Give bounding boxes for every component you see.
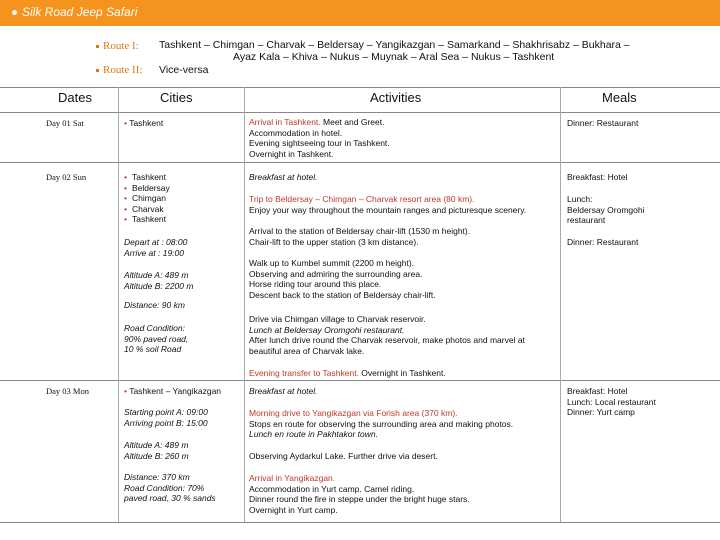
list-item: • Chimgan [124, 193, 170, 204]
day-2-evening: Evening transfer to Tashkent. Overnight in Tashkent. [249, 368, 446, 378]
bullet-icon [12, 10, 17, 15]
bullet-icon [96, 45, 99, 48]
col-header-activities: Activities [370, 90, 422, 105]
col-header-meals: Meals [602, 90, 637, 105]
day-1-city: • Tashkent [124, 118, 164, 128]
day-2-meal-breakfast: Breakfast: Hotel [567, 172, 628, 182]
day-2-times: Depart at : 08:00 Arrive at : 19:00 [124, 237, 188, 258]
title-bar [0, 0, 720, 26]
page-title: Silk Road Jeep Safari [22, 5, 138, 19]
table-bottom-border [0, 522, 720, 523]
route-2-text: Vice-versa [159, 64, 209, 76]
column-divider [560, 87, 561, 522]
table-top-border [0, 87, 720, 88]
day-2-date: Day 02 Sun [46, 172, 87, 182]
day-2-trip: Trip to Beldersay – Chimgan – Charvak resort area (80 km). Enjoy your way throughout the mountain ranges and picturesque scenery. [249, 194, 527, 215]
col-header-dates: Dates [58, 90, 92, 105]
day-3-altitudes: Altitude A: 489 m Altitude B: 260 m [124, 440, 189, 461]
day-2-meal-dinner: Dinner: Restaurant [567, 237, 639, 247]
day-2-meal-lunch: Lunch: Beldersay Oromgohi restaurant [567, 194, 645, 225]
day-2-drive: Drive via Chimgan village to Charvak reservoir. Lunch at Beldersay Oromgohi restaurant. After lunch drive round the Charvak reservoir, make photos and marvel at beautiful area of Charvak lake. [249, 314, 525, 356]
day-3-road: Distance: 370 km Road Condition: 70% paved road, 30 % sands [124, 472, 216, 503]
header-divider [0, 112, 720, 113]
day-3-breakfast: Breakfast at hotel. [249, 386, 318, 396]
bullet-icon [96, 69, 99, 72]
day-3-morning: Morning drive to Yangikazgan via Forish area (370 km). Stops en route for observing the surrounding area and making photos. Lunch en route in Pakhtakor town. [249, 408, 514, 439]
day-2-chairlift: Arrival to the station of Beldersay chair-lift (1530 m height). Chair-lift to the upper station (3 km distance). [249, 226, 471, 247]
day-3-meals: Breakfast: Hotel Lunch: Local restaurant Dinner: Yurt camp [567, 386, 656, 417]
day-1-meals: Dinner: Restaurant [567, 118, 639, 128]
day-2-distance: Distance: 90 km [124, 300, 185, 310]
day-3-date: Day 03 Mon [46, 386, 89, 396]
col-header-cities: Cities [160, 90, 193, 105]
day-2-altitudes: Altitude A: 489 m Altitude B: 2200 m [124, 270, 194, 291]
day-3-observe: Observing Aydarkul Lake. Further drive via desert. [249, 451, 438, 461]
list-item: • Charvak [124, 204, 170, 215]
day-1-activities: Arrival in Tashkent. Meet and Greet. Accommodation in hotel. Evening sightseeing tour in Tashkent. Overnight in Tashkent. [249, 117, 390, 159]
route-2-label: Route II: [96, 64, 142, 76]
day-3-times: Starting point A: 09:00 Arriving point B: 15:00 [124, 407, 208, 428]
day-1-date: Day 01 Sat [46, 118, 84, 128]
route-1-text: Tashkent – Chimgan – Charvak – Beldersay – Yangikazgan – Samarkand – Shakhrisabz – Bukhara – [159, 39, 630, 51]
day-2-walk: Walk up to Kumbel summit (2200 m height). Observing and admiring the surrounding area. Horse riding tour around this place. Descent back to the station of Beldersay chair-lift. [249, 258, 436, 300]
row-divider [0, 380, 720, 381]
list-item: • Tashkent [124, 214, 170, 225]
route-1-label: Route I: [96, 40, 139, 52]
list-item: • Tashkent [124, 172, 170, 183]
column-divider [244, 87, 245, 522]
day-2-breakfast: Breakfast at hotel. [249, 172, 318, 182]
list-item: • Beldersay [124, 183, 170, 194]
row-divider [0, 162, 720, 163]
day-2-city-list [124, 172, 170, 225]
column-divider [118, 87, 119, 522]
day-3-city: • Tashkent – Yangikazgan [124, 386, 222, 396]
day-2-road: Road Condition: 90% paved road, 10 % soil Road [124, 323, 189, 354]
route-1-text-cont: Ayaz Kala – Khiva – Nukus – Muynak – Aral Sea – Nukus – Tashkent [233, 51, 555, 63]
day-3-arrival: Arrival in Yangikazgan. Accommodation in Yurt camp. Camel riding. Dinner round the fire in steppe under the bright huge stars. Overnight in Yurt camp. [249, 473, 470, 515]
